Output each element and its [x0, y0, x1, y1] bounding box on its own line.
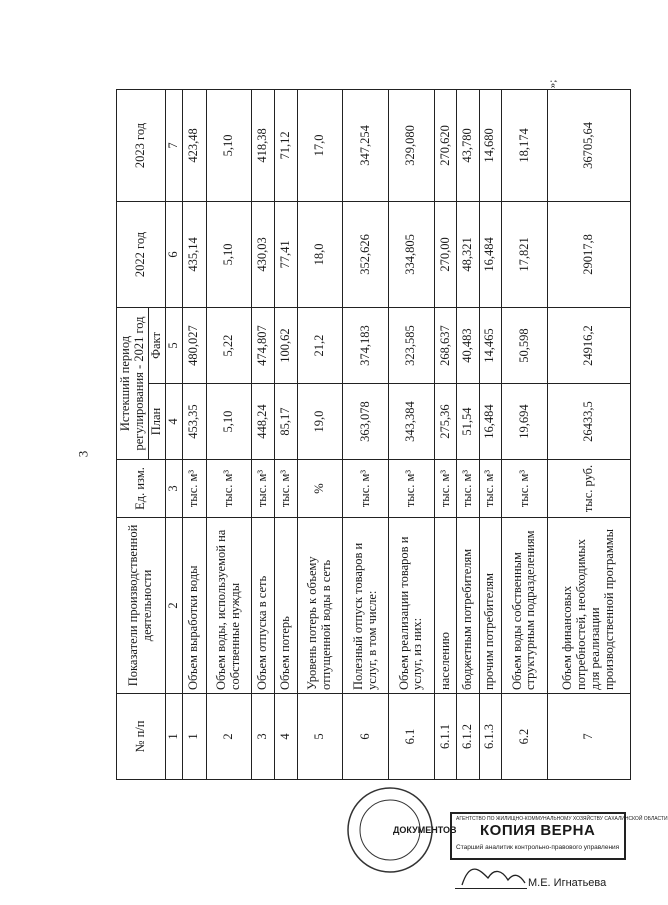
cell-unit: тыс. м³ [389, 460, 435, 518]
cell-name: прочим потребителям [479, 518, 501, 694]
cell-num: 6.1.3 [479, 694, 501, 780]
signature-line [455, 888, 527, 889]
cell-y2022: 17,821 [502, 201, 548, 307]
cell-y2022: 430,03 [252, 201, 275, 307]
cell-y2023: 43,780 [457, 89, 479, 201]
cell-num: 6.1.2 [457, 694, 479, 780]
cell-fact: 24916,2 [547, 307, 630, 383]
cell-y2022: 334,805 [389, 201, 435, 307]
cell-plan: 26433,5 [547, 384, 630, 460]
col-number-2: 2 [165, 518, 182, 694]
cell-y2023: 17,0 [297, 89, 343, 201]
cell-fact: 474,807 [252, 307, 275, 383]
cell-y2023: 36705,64 [547, 89, 630, 201]
cell-num: 4 [275, 694, 298, 780]
cell-name: Объем воды, используемой на собственные нужды [206, 518, 252, 694]
header-indicator: Показатели производственной деятельности [117, 518, 166, 694]
cell-num: 5 [297, 694, 343, 780]
cell-fact: 100,62 [275, 307, 298, 383]
corner-mark: »; [546, 79, 559, 89]
header-plan: План [149, 384, 166, 460]
header-2022: 2022 год [117, 201, 166, 307]
cell-y2022: 16,484 [479, 201, 501, 307]
col-number-3: 3 [165, 460, 182, 518]
cell-num: 6.1 [389, 694, 435, 780]
cell-name: Объем потерь [275, 518, 298, 694]
cell-unit: тыс. м³ [457, 460, 479, 518]
cell-num: 6.2 [502, 694, 548, 780]
col-number-6: 6 [165, 201, 182, 307]
cell-fact: 323,585 [389, 307, 435, 383]
cell-plan: 343,384 [389, 384, 435, 460]
cell-unit: тыс. м³ [502, 460, 548, 518]
cell-unit: тыс. м³ [479, 460, 501, 518]
cell-fact: 268,637 [434, 307, 456, 383]
cell-fact: 21,2 [297, 307, 343, 383]
cell-y2023: 418,38 [252, 89, 275, 201]
stamp-title: КОПИЯ ВЕРНА [480, 822, 596, 839]
cell-y2023: 71,12 [275, 89, 298, 201]
signer-name: М.Е. Игнатьева [528, 877, 607, 889]
cell-num: 6.1.1 [434, 694, 456, 780]
col-number-5: 5 [165, 307, 182, 383]
cell-name: Объем воды собственным структурным подразделениям [502, 518, 548, 694]
cell-name: Объем выработки воды [182, 518, 206, 694]
header-expired-period: Истекший период регулирования - 2021 год [117, 307, 149, 459]
page-number: 3 [75, 450, 91, 458]
cell-fact: 40,483 [457, 307, 479, 383]
cell-name: Объем отпуска в сеть [252, 518, 275, 694]
cell-plan: 448,24 [252, 384, 275, 460]
header-unit: Ед. изм. [117, 460, 166, 518]
cell-fact: 50,598 [502, 307, 548, 383]
stamp-docs-label: ДОКУМЕНТОВ [393, 825, 457, 835]
cell-unit: тыс. м³ [252, 460, 275, 518]
cell-y2023: 14,680 [479, 89, 501, 201]
cell-num: 7 [547, 694, 630, 780]
cell-name: Объем реализации товаров и услуг, из них: [389, 518, 435, 694]
cell-y2023: 329,080 [389, 89, 435, 201]
header-num: № п/п [117, 694, 166, 780]
cell-num: 2 [206, 694, 252, 780]
cell-plan: 363,078 [343, 384, 389, 460]
signature-icon [462, 869, 525, 885]
cell-unit: тыс. руб. [547, 460, 630, 518]
col-number-4: 4 [165, 384, 182, 460]
cell-name: Полезный отпуск товаров и услуг, в том числе: [343, 518, 389, 694]
cell-plan: 275,36 [434, 384, 456, 460]
cell-name: бюджетным потребителям [457, 518, 479, 694]
cell-y2022: 18,0 [297, 201, 343, 307]
cell-y2023: 423,48 [182, 89, 206, 201]
cell-fact: 14,465 [479, 307, 501, 383]
cell-y2022: 48,321 [457, 201, 479, 307]
cell-name: Уровень потерь к объему отпущенной воды в сеть [297, 518, 343, 694]
cell-num: 1 [182, 694, 206, 780]
cell-unit: тыс. м³ [343, 460, 389, 518]
cell-y2023: 5,10 [206, 89, 252, 201]
cell-plan: 51,54 [457, 384, 479, 460]
round-seal-icon [348, 788, 432, 872]
stamp-position: Старший аналитик контрольно-правового управления [456, 844, 620, 851]
cell-fact: 5,22 [206, 307, 252, 383]
cell-plan: 19,0 [297, 384, 343, 460]
stamp-org: АГЕНТСТВО ПО ЖИЛИЩНО-КОММУНАЛЬНОМУ ХОЗЯЙСТВУ САХАЛИНСКОЙ ОБЛАСТИ [456, 816, 668, 822]
header-fact: Факт [149, 307, 166, 383]
cell-y2023: 270,620 [434, 89, 456, 201]
cell-unit: тыс. м³ [182, 460, 206, 518]
cell-name: населению [434, 518, 456, 694]
cell-num: 6 [343, 694, 389, 780]
cell-y2022: 435,14 [182, 201, 206, 307]
cell-fact: 480,027 [182, 307, 206, 383]
cell-plan: 85,17 [275, 384, 298, 460]
cell-y2023: 18,174 [502, 89, 548, 201]
cell-unit: тыс. м³ [206, 460, 252, 518]
cell-y2022: 352,626 [343, 201, 389, 307]
col-number-7: 7 [165, 89, 182, 201]
cell-unit: тыс. м³ [275, 460, 298, 518]
cell-unit: % [297, 460, 343, 518]
header-2023: 2023 год [117, 89, 166, 201]
cell-y2022: 77,41 [275, 201, 298, 307]
cell-plan: 5,10 [206, 384, 252, 460]
cell-name: Объем финансовых потребностей, необходимых для реализации производственной программы [547, 518, 630, 694]
cell-fact: 374,183 [343, 307, 389, 383]
cell-plan: 453,35 [182, 384, 206, 460]
cell-plan: 16,484 [479, 384, 501, 460]
col-number-1: 1 [165, 694, 182, 780]
cell-plan: 19,694 [502, 384, 548, 460]
cell-num: 3 [252, 694, 275, 780]
cell-unit: тыс. м³ [434, 460, 456, 518]
cell-y2022: 5,10 [206, 201, 252, 307]
cell-y2023: 347,254 [343, 89, 389, 201]
round-seal-inner-icon [360, 800, 420, 860]
cell-y2022: 29017,8 [547, 201, 630, 307]
cell-y2022: 270,00 [434, 201, 456, 307]
